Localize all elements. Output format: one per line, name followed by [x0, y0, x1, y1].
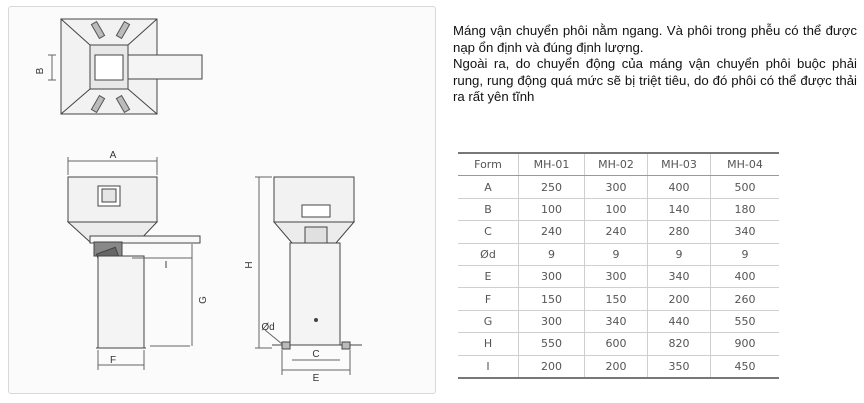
dim-label-od: Ød: [261, 322, 275, 333]
table-cell: H: [458, 333, 519, 355]
table-cell: 240: [585, 221, 648, 243]
top-view: [48, 19, 202, 114]
table-cell: 200: [585, 355, 648, 378]
table-cell: 280: [648, 221, 711, 243]
table-cell: G: [458, 310, 519, 332]
table-cell: 9: [519, 243, 585, 265]
table-cell: 9: [585, 243, 648, 265]
dim-label-h: H: [244, 261, 255, 269]
table-cell: 150: [519, 288, 585, 310]
table-row: [458, 310, 779, 332]
dim-label-a: A: [109, 150, 117, 161]
table-row: [458, 265, 779, 287]
table-cell: 450: [711, 355, 780, 378]
table-cell: 9: [711, 243, 780, 265]
table-cell: 340: [585, 310, 648, 332]
table-cell: 200: [519, 355, 585, 378]
description: [453, 23, 857, 106]
table-cell: 300: [585, 176, 648, 198]
dim-label-b: B: [35, 67, 46, 75]
table-cell: 250: [519, 176, 585, 198]
header-cell: MH-02: [585, 153, 648, 176]
description-line-1: Máng vận chuyển phôi nằm ngang. Và phôi trong phễu có thể được nạp ổn định và đúng định lượng.: [453, 23, 857, 55]
table-cell: 300: [585, 265, 648, 287]
table-row: [458, 333, 779, 355]
table-row: [458, 288, 779, 310]
table-cell: 350: [648, 355, 711, 378]
dim-label-f: F: [109, 355, 117, 366]
table-cell: 340: [648, 265, 711, 287]
header-cell: Form: [458, 153, 519, 176]
table-row: [458, 243, 779, 265]
dim-label-i: I: [164, 260, 168, 271]
table-cell: 9: [648, 243, 711, 265]
table-cell: 440: [648, 310, 711, 332]
table-cell: 200: [648, 288, 711, 310]
table-cell: E: [458, 265, 519, 287]
header-cell: MH-01: [519, 153, 585, 176]
table-cell: F: [458, 288, 519, 310]
table-cell: C: [458, 221, 519, 243]
table-cell: 820: [648, 333, 711, 355]
front-view: [68, 157, 200, 370]
table-cell: 100: [585, 198, 648, 220]
table-cell: A: [458, 176, 519, 198]
table-cell: 550: [711, 310, 780, 332]
table-row: [458, 198, 779, 220]
side-view: [255, 177, 362, 375]
table-cell: B: [458, 198, 519, 220]
table-row: [458, 176, 779, 198]
table-cell: 600: [585, 333, 648, 355]
table-cell: 500: [711, 176, 780, 198]
table-cell: 400: [648, 176, 711, 198]
table-header-row: [458, 153, 779, 176]
table-cell: 400: [711, 265, 780, 287]
table-cell: 260: [711, 288, 780, 310]
spec-table: [458, 152, 779, 379]
table-cell: I: [458, 355, 519, 378]
table-cell: 300: [519, 265, 585, 287]
table-row: [458, 221, 779, 243]
table-cell: 550: [519, 333, 585, 355]
table-row: [458, 355, 779, 378]
header-cell: MH-03: [648, 153, 711, 176]
header-cell: MH-04: [711, 153, 780, 176]
dim-label-g: G: [198, 296, 209, 304]
table-cell: 100: [519, 198, 585, 220]
table-cell: 240: [519, 221, 585, 243]
description-line-2: Ngoài ra, do chuyển động của máng vận chuyển phôi buộc phải rung, rung động quá mức sẽ bị triệt tiêu, do đó phôi có thể được thải ra rất yên tĩnh: [453, 56, 857, 104]
table-cell: Ød: [458, 243, 519, 265]
table-cell: 300: [519, 310, 585, 332]
table-cell: 340: [711, 221, 780, 243]
table-cell: 150: [585, 288, 648, 310]
table-cell: 140: [648, 198, 711, 220]
dim-label-e: E: [312, 373, 320, 384]
dim-label-c: C: [312, 349, 320, 360]
table-cell: 180: [711, 198, 780, 220]
table-cell: 900: [711, 333, 780, 355]
